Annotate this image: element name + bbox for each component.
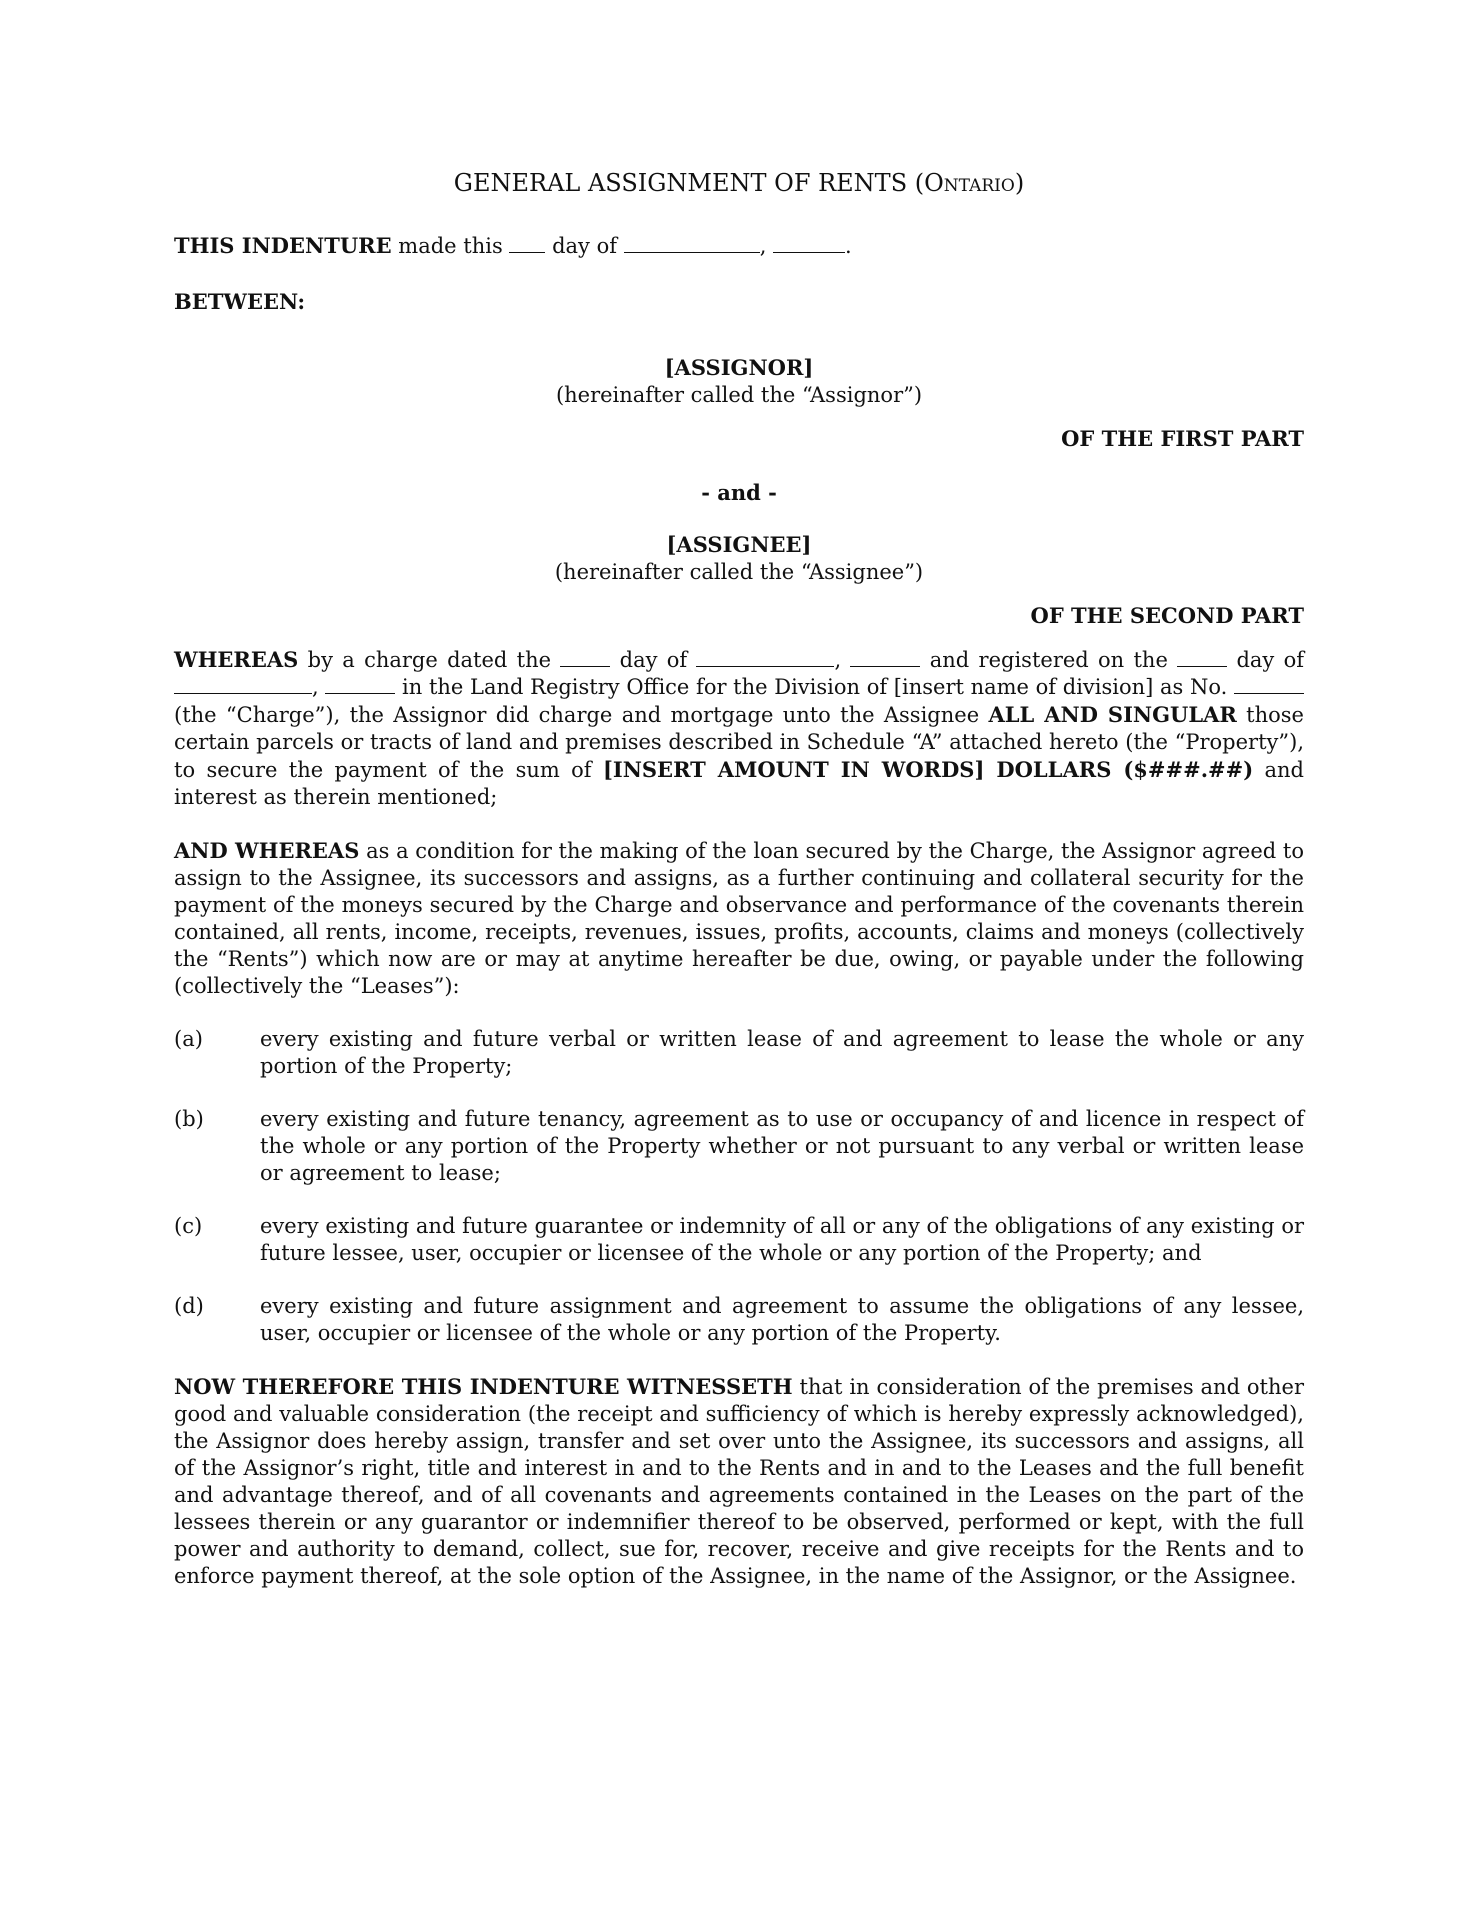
charge-day-blank[interactable] <box>560 648 610 667</box>
whereas-paragraph: WHEREAS by a charge dated the day of , and registered on the day of , in the Land Registry Office for the Division of [insert name of division] as No. (the “Charge”), the Assignor did charge and mortgage unto the Assignee ALL AND SINGULAR those certain parcels or tracts of land and premises described in Schedule “A” attached hereto (the “Property”), to secure the payment of the sum of [INSERT AMOUNT IN WORDS] DOLLARS ($###.##) and interest as therein mentioned; <box>174 647 1305 809</box>
clause-a <box>174 1026 1304 1080</box>
now-therefore-paragraph: NOW THEREFORE THIS INDENTURE WITNESSETH that in consideration of the premises and other good and valuable consideration (the receipt and sufficiency of which is hereby expressly acknowledged), the Assignor does hereby assign, transfer and set over unto the Assignee, its successors and assigns, all of the Assignor’s right, title and interest in and to the Rents and in and to the Leases and the full benefit and advantage thereof, and of all covenants and agreements contained in the Leases on the part of the lessees therein or any guarantor or indemnifier thereof to be observed, performed or kept, with the full power and authority to demand, collect, sue for, recover, receive and give receipts for the Rents and to enforce payment thereof, at the sole option of the Assignee, in the name of the Assignor, or the Assignee. <box>174 1374 1304 1588</box>
first-part-label: OF THE FIRST PART <box>1061 426 1304 451</box>
registered-day-blank[interactable] <box>1177 648 1227 667</box>
day-blank[interactable] <box>509 234 545 253</box>
clause-b <box>174 1106 1304 1187</box>
document-body <box>174 168 1304 1590</box>
registration-number-blank[interactable] <box>1234 675 1304 694</box>
indenture-intro: THIS INDENTURE made this day of , . <box>174 233 852 258</box>
clause-d <box>174 1293 1304 1347</box>
between-heading: BETWEEN: <box>174 289 306 314</box>
assignor-called: (hereinafter called the “Assignor”) <box>555 383 923 407</box>
year-blank[interactable] <box>773 234 845 253</box>
clause-text: every existing and future guarantee or indemnity of all or any of the obligations of any existing or future lessee, user, occupier or licensee of the whole or any portion of the Property; and <box>260 1214 1304 1265</box>
assignee-called: (hereinafter called the “Assignee”) <box>554 560 924 584</box>
document-title: GENERAL ASSIGNMENT OF RENTS (Ontario) <box>453 169 1025 197</box>
and-separator: - and - <box>701 480 777 505</box>
clause-label: (d) <box>174 1294 204 1318</box>
charge-year-blank[interactable] <box>850 648 920 667</box>
registered-month-blank[interactable] <box>174 675 312 694</box>
registered-year-blank[interactable] <box>325 675 395 694</box>
assignor-name: [ASSIGNOR] <box>664 355 814 380</box>
clause-label: (c) <box>174 1214 203 1238</box>
charge-month-blank[interactable] <box>696 648 834 667</box>
clause-text: every existing and future tenancy, agreement as to use or occupancy of and licence in respect of the whole or any portion of the Property whether or not pursuant to any verbal or written lease or agreement to lease; <box>260 1107 1304 1185</box>
month-blank[interactable] <box>624 234 760 253</box>
and-whereas-paragraph: AND WHEREAS as a condition for the making of the loan secured by the Charge, the Assignor agreed to assign to the Assignee, its successors and assigns, as a further continuing and collateral security for the payment of the moneys secured by the Charge and observance and performance of the covenants therein contained, all rents, income, receipts, revenues, issues, profits, accounts, claims and moneys (collectively the “Rents”) which now are or may at anytime hereafter be due, owing, or payable under the following (collectively the “Leases”): <box>174 838 1304 998</box>
clause-text: every existing and future verbal or written lease of and agreement to lease the whole or any portion of the Property; <box>260 1027 1304 1078</box>
clause-c <box>174 1213 1304 1267</box>
province-name: Ontario <box>924 169 1015 197</box>
assignee-name: [ASSIGNEE] <box>666 532 812 557</box>
clause-label: (b) <box>174 1107 204 1131</box>
clause-text: every existing and future assignment and agreement to assume the obligations of any lessee, user, occupier or licensee of the whole or any portion of the Property. <box>260 1294 1304 1345</box>
clause-label: (a) <box>174 1027 203 1051</box>
second-part-label: OF THE SECOND PART <box>1030 603 1304 628</box>
